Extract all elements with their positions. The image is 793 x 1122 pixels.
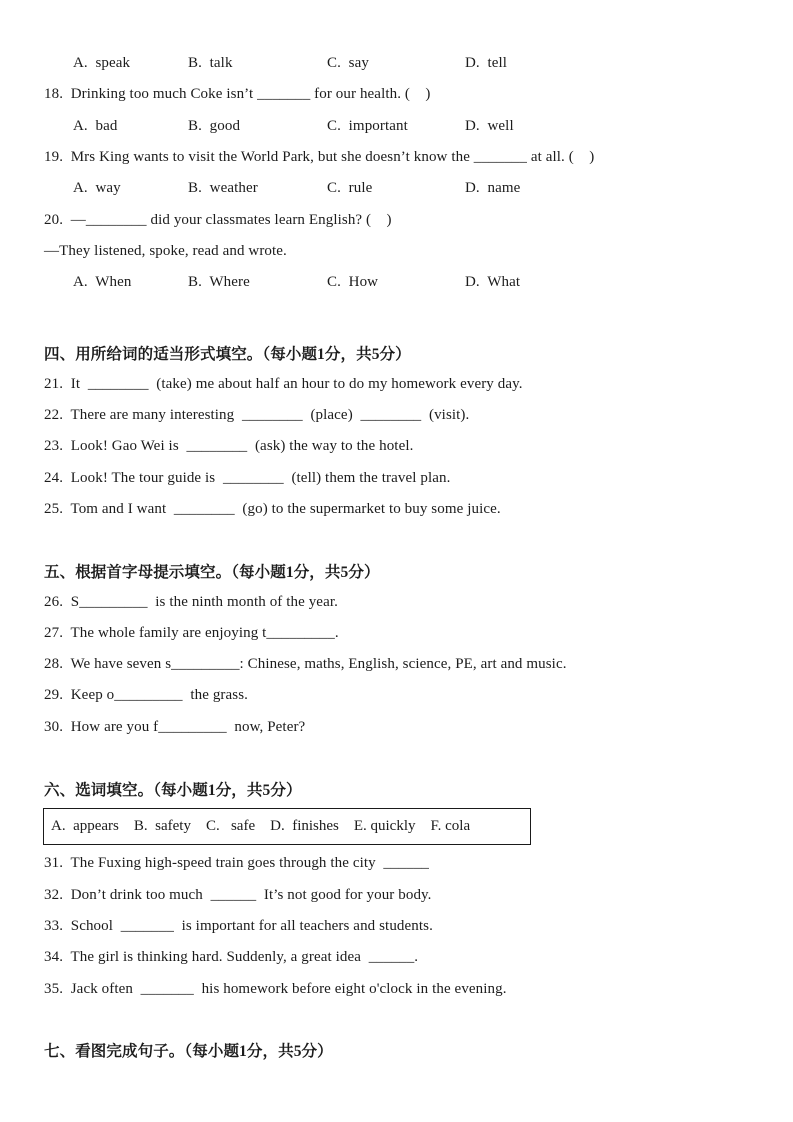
options-row-20 <box>44 267 753 298</box>
option-18-b: B. good <box>188 117 241 134</box>
section-7-heading: 七、看图完成句子。（每小题1分，共5分） <box>44 1043 333 1061</box>
option-17-d: D. tell <box>465 55 508 72</box>
section-5-heading: 五、根据首字母提示填空。（每小题1分，共5分） <box>44 563 380 581</box>
word-bank-options: A. appears B. safety C. safe D. finishes E. quickly F. cola <box>51 818 471 835</box>
question-25: 25. Tom and I want ________ (go) to the supermarket to buy some juice. <box>44 501 501 517</box>
question-23: 23. Look! Gao Wei is ________ (ask) the way to the hotel. <box>44 438 414 455</box>
question-29: 29. Keep o_________ the grass. <box>44 687 249 704</box>
section-4-heading: 四、用所给词的适当形式填空。（每小题1分，共5分） <box>44 346 411 364</box>
question-30: 30. How are you f_________ now, Peter? <box>44 718 306 735</box>
question-21: 21. It ________ (take) me about half an hour to do my homework every day. <box>44 375 523 392</box>
option-17-a: A. speak <box>73 55 131 72</box>
options-row-18 <box>44 111 753 142</box>
option-19-d: D. name <box>465 180 521 197</box>
option-19-c: C. rule <box>327 180 373 197</box>
options-row-17 <box>44 48 753 79</box>
question-18: 18. Drinking too much Coke isn’t _______ for our health. ( ) <box>44 86 431 103</box>
question-34: 34. The girl is thinking hard. Suddenly, a great idea ______. <box>44 949 419 966</box>
option-20-c: C. How <box>327 274 379 291</box>
question-31: 31. The Fuxing high-speed train goes through the city ______ <box>44 855 430 872</box>
question-20: 20. —________ did your classmates learn English? ( ) <box>44 211 392 228</box>
question-32: 32. Don’t drink too much ______ It’s not good for your body. <box>44 886 432 903</box>
option-19-a: A. way <box>73 180 121 197</box>
question-24: 24. Look! The tour guide is ________ (tell) them the travel plan. <box>44 469 451 486</box>
option-18-d: D. well <box>465 117 514 134</box>
option-17-b: B. talk <box>188 55 233 72</box>
option-20-d: D. What <box>465 274 521 291</box>
option-20-b: B. Where <box>188 274 250 291</box>
question-22: 22. There are many interesting ________ (place) ________ (visit). <box>44 407 470 424</box>
option-18-a: A. bad <box>73 117 118 134</box>
question-33: 33. School _______ is important for all teachers and students. <box>44 917 433 934</box>
question-19: 19. Mrs King wants to visit the World Park, but she doesn’t know the _______ at all. ( ) <box>44 149 595 166</box>
option-17-c: C. say <box>327 55 369 72</box>
question-28: 28. We have seven s_________: Chinese, maths, English, science, PE, art and music. <box>44 656 567 673</box>
question-35: 35. Jack often _______ his homework before eight o'clock in the evening. <box>44 980 507 997</box>
question-27: 27. The whole family are enjoying t_________. <box>44 624 339 641</box>
options-row-19 <box>44 173 753 204</box>
option-18-c: C. important <box>327 117 408 134</box>
section-6-heading: 六、选词填空。（每小题1分，共5分） <box>44 781 302 799</box>
word-bank-box <box>43 808 531 845</box>
option-19-b: B. weather <box>188 180 258 197</box>
question-20-reply: —They listened, spoke, read and wrote. <box>44 242 287 259</box>
option-20-a: A. When <box>73 274 132 291</box>
question-26: 26. S_________ is the ninth month of the year. <box>44 593 338 610</box>
